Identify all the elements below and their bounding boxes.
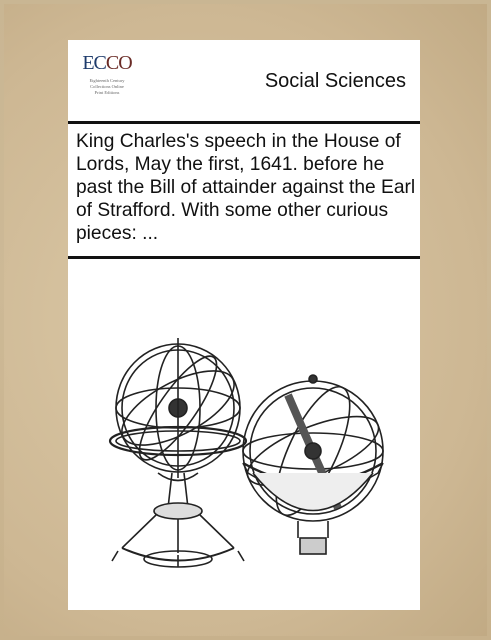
right-armillary-sphere	[239, 375, 387, 554]
cover-panel	[68, 40, 420, 610]
logo-line-2: Collections Online	[90, 84, 124, 89]
logo-lines	[76, 78, 138, 96]
logo-line-3: Print Editions	[94, 90, 120, 95]
ecco-logo	[76, 48, 138, 118]
book-title: King Charles's speech in the House of Lords, May the first, 1641. before he past the Bill of attainder against the Earl of Strafford. With some other curious pieces: ...	[76, 131, 416, 244]
left-armillary-sphere	[110, 338, 246, 567]
cover-header	[68, 40, 420, 125]
armillary-spheres-illustration	[88, 323, 398, 593]
logo-line-1: Eighteenth Century	[89, 78, 125, 83]
divider-bottom	[68, 256, 420, 259]
category-label: Social Sciences	[264, 70, 406, 92]
divider-top	[68, 121, 420, 124]
logo-mark: ECCO	[82, 52, 132, 74]
